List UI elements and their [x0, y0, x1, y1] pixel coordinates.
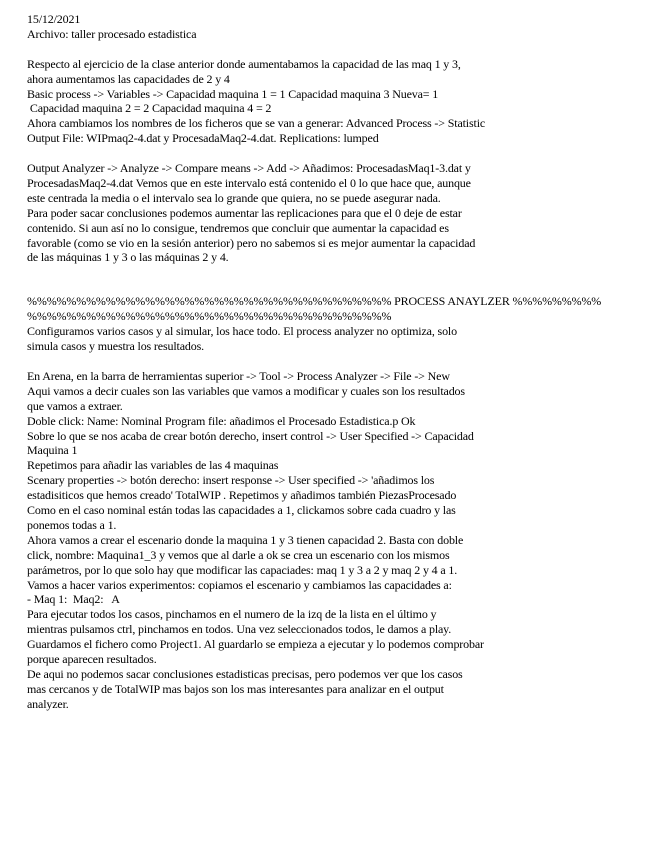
text-line: Maquina 1 — [27, 443, 78, 458]
section-header-line: %%%%%%%%%%%%%%%%%%%%%%%%%%%%%%%%%%%%% PROCESS ANAYLZER %%%%%%%%% — [27, 294, 602, 309]
text-line: Ahora cambiamos los nombres de los ficheros que se van a generar: Advanced Process -> Statistic — [27, 116, 486, 131]
text-line: En Arena, en la barra de herramientas superior -> Tool -> Process Analyzer -> File -> New — [27, 368, 450, 383]
text-line: Como en el caso nominal están todas las capacidades a 1, clickamos sobre cada cuadro y las — [27, 503, 456, 518]
text-line: Output Analyzer -> Analyze -> Compare means -> Add -> Añadimos: ProcesadasMaq1-3.dat y — [27, 161, 471, 176]
text-line: estadisiticos que hemos creado' TotalWIP . Repetimos y añadimos también PiezasProcesado — [27, 488, 457, 503]
text-line: Ahora vamos a crear el escenario donde la maquina 1 y 3 tienen capacidad 2. Basta con doble — [27, 532, 464, 547]
paragraph-arena-steps — [27, 369, 637, 712]
text-line: Guardamos el fichero como Project1. Al guardarlo se empieza a ejecutar y lo podemos comprobar — [27, 637, 484, 652]
text-line: Para ejecutar todos los casos, pinchamos en el numero de la izq de la lista en el último y — [27, 607, 437, 622]
document-file-line: Archivo: taller procesado estadistica — [27, 26, 197, 41]
text-line: Vamos a hacer varios experimentos: copiamos el escenario y cambiamos las capacidades a: — [27, 577, 452, 592]
blank-gap — [27, 265, 637, 294]
text-line: porque aparecen resultados. — [27, 652, 157, 667]
document-page — [27, 12, 637, 712]
text-line: mas cercanos y de TotalWIP mas bajos son los mas interesantes para analizar en el output — [27, 681, 444, 696]
text-line: de las máquinas 1 y 3 o las máquinas 2 y 4. — [27, 250, 229, 265]
text-line: simula casos y muestra los resultados. — [27, 339, 204, 354]
blank-line — [27, 42, 637, 57]
text-line: click, nombre: Maquina1_3 y vemos que al darle a ok se crea un escenario con los mismos — [27, 547, 450, 562]
text-line: Scenary properties -> botón derecho: insert response -> User specified -> 'añadimos los — [27, 473, 435, 488]
text-line: favorable (como se vio en la sesión anterior) pero no sabemos si es mejor aumentar la capacidad — [27, 235, 476, 250]
text-line: Doble click: Name: Nominal Program file: añadimos el Procesado Estadistica.p Ok — [27, 413, 416, 428]
text-line: analyzer. — [27, 696, 69, 711]
text-line: Repetimos para añadir las variables de las 4 maquinas — [27, 458, 279, 473]
text-line: Para poder sacar conclusiones podemos aumentar las replicaciones para que el 0 deje de estar — [27, 205, 462, 220]
paragraph-capacities — [27, 57, 637, 146]
document-date: 15/12/2021 — [27, 12, 81, 26]
text-line: De aqui no podemos sacar conclusiones estadisticas precisas, pero podemos ver que los casos — [27, 667, 463, 682]
text-line: contenido. Si aun así no lo consigue, tendremos que concluir que aumentar la capacidad es — [27, 220, 449, 235]
text-line: Output File: WIPmaq2-4.dat y ProcesadaMaq2-4.dat. Replications: lumped — [27, 131, 379, 146]
paragraph-process-analyzer-intro — [27, 324, 637, 354]
text-line: ahora aumentamos las capacidades de 2 y 4 — [27, 71, 230, 86]
text-line: Capacidad maquina 2 = 2 Capacidad maquina 4 = 2 — [27, 101, 272, 116]
text-line: Basic process -> Variables -> Capacidad maquina 1 = 1 Capacidad maquina 3 Nueva= 1 — [27, 86, 439, 101]
section-header-process-analyzer — [27, 294, 637, 324]
text-line: parámetros, por lo que solo hay que modificar las capaciades: maq 1 y 3 a 2 y maq 2 y 4 a 1. — [27, 562, 458, 577]
text-line: este centrada la media o el intervalo sea lo grande que quiera, no se puede asegurar nada. — [27, 190, 441, 205]
paragraph-output-analyzer — [27, 161, 637, 265]
text-line: Sobre lo que se nos acaba de crear botón derecho, insert control -> User Specified -> Capacidad — [27, 428, 474, 443]
blank-line — [27, 354, 637, 369]
text-line: Aqui vamos a decir cuales son las variables que vamos a modificar y cuales son los resultados — [27, 383, 465, 398]
text-line: ProcesadasMaq2-4.dat Vemos que en este intervalo está contenido el 0 lo que hace que, aunque — [27, 175, 471, 190]
text-line: que vamos a extraer. — [27, 398, 123, 413]
text-line: mientras pulsamos ctrl, pinchamos en todos. Una vez seleccionados todos, le damos a play. — [27, 622, 452, 637]
text-line: Configuramos varios casos y al simular, los hace todo. El process analyzer no optimiza, solo — [27, 324, 457, 339]
section-header-line: %%%%%%%%%%%%%%%%%%%%%%%%%%%%%%%%%%%%% — [27, 309, 392, 324]
blank-line — [27, 146, 637, 161]
text-line: - Maq 1: Maq2: A — [27, 592, 120, 607]
text-line: ponemos todas a 1. — [27, 517, 117, 532]
text-line: Respecto al ejercicio de la clase anterior donde aumentabamos la capacidad de las maq 1 y 3, — [27, 56, 461, 71]
